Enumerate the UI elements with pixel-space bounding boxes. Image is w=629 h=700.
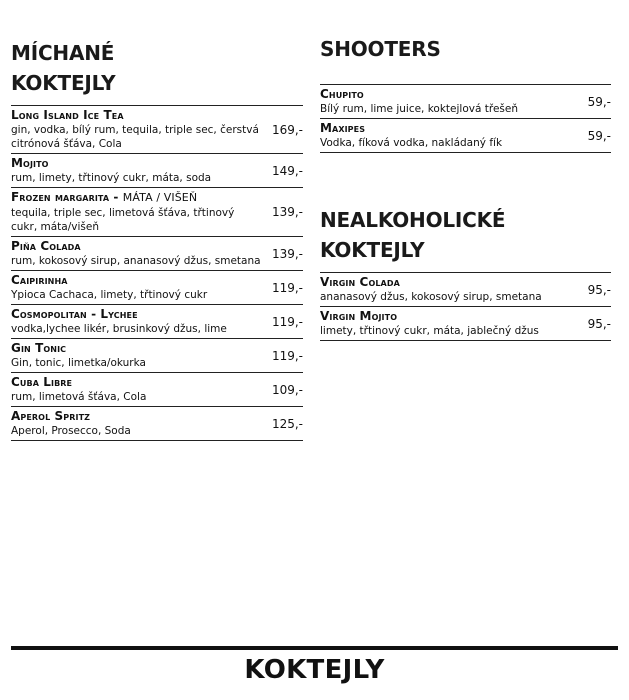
menu-item-price: 169,- xyxy=(271,122,303,137)
shooters-section xyxy=(320,34,611,153)
menu-item-price: 119,- xyxy=(271,348,303,363)
menu-item-name-text: Frozen margarita - xyxy=(11,190,123,204)
menu-item-name xyxy=(320,308,611,324)
menu-item-price: 95,- xyxy=(587,316,611,331)
menu-item-description: Vodka, fíková vodka, nakládaný fík xyxy=(320,137,503,149)
menu-item xyxy=(320,119,611,153)
menu-item-description: Ypioca Cachaca, limety, třtinový cukr xyxy=(11,289,208,301)
menu-item xyxy=(11,407,303,441)
menu-item-name xyxy=(11,408,303,424)
menu-item-description: ananasový džus, kokosový sirup, smetana xyxy=(320,291,542,303)
menu-item-flavor: MÁTA / VIŠEŇ xyxy=(122,191,198,204)
menu-item-name xyxy=(11,340,303,356)
mixed-cocktails-title: MÍCHANÉ KOKTEJLY xyxy=(11,41,116,95)
footer-title: KOKTEJLY xyxy=(244,655,385,685)
nonalcoholic-title: NEALKOHOLICKÉ KOKTEJLY xyxy=(320,208,506,262)
mixed-cocktails-section xyxy=(11,38,303,441)
right-column xyxy=(320,34,611,341)
menu-item-description: rum, kokosový sirup, ananasový džus, smetana xyxy=(11,255,261,267)
menu-item xyxy=(320,85,611,119)
menu-item-price: 139,- xyxy=(271,205,303,219)
menu-item-name-text: Mojito xyxy=(11,156,49,170)
menu-item xyxy=(11,271,303,305)
menu-item-price: 119,- xyxy=(271,280,303,295)
menu-item-price: 149,- xyxy=(271,163,303,178)
menu-item-name-text: Piňa Colada xyxy=(11,239,81,253)
menu-item-name-text: Chupito xyxy=(320,87,364,101)
menu-item-price: 95,- xyxy=(587,282,611,297)
menu-item xyxy=(11,188,303,237)
menu-item-price: 59,- xyxy=(587,128,611,143)
menu-item-name xyxy=(11,107,303,123)
menu-item xyxy=(11,154,303,188)
menu-item-name-text: Cuba Libre xyxy=(11,375,73,389)
menu-item-name xyxy=(11,272,303,288)
menu-item-name-text: Gin Tonic xyxy=(11,341,67,355)
shooters-list xyxy=(320,84,611,153)
menu-item-name xyxy=(11,238,303,254)
menu-item-price: 59,- xyxy=(587,94,611,109)
menu-item-description: rum, limetová šťáva, Cola xyxy=(11,391,147,403)
menu-item-description: gin, vodka, bílý rum, tequila, triple sec, čerstvá citrónová šťáva, Cola xyxy=(11,124,259,150)
menu-item-description: limety, třtinový cukr, máta, jablečný džus xyxy=(320,325,539,337)
menu-item xyxy=(11,305,303,339)
menu-item xyxy=(11,106,303,154)
menu-item xyxy=(320,307,611,341)
menu-item-name-text: Caipirinha xyxy=(11,273,68,287)
menu-item-name xyxy=(320,274,611,290)
menu-item-price: 119,- xyxy=(271,314,303,329)
menu-item-description: Bílý rum, lime juice, koktejlová třešeň xyxy=(320,103,519,115)
menu-item-name-text: Aperol Spritz xyxy=(11,409,91,423)
menu-item-description: Aperol, Prosecco, Soda xyxy=(11,425,131,437)
menu-item-name-text: Maxipes xyxy=(320,121,366,135)
menu-item-name xyxy=(11,306,303,322)
menu-item xyxy=(11,237,303,271)
menu-item-price: 109,- xyxy=(271,382,303,397)
shooters-title: SHOOTERS xyxy=(320,37,441,61)
menu-item xyxy=(320,273,611,307)
menu-item-price: 139,- xyxy=(271,246,303,261)
nonalcoholic-section xyxy=(320,205,611,341)
menu-item-name-text: Cosmopolitan - Lychee xyxy=(11,307,138,321)
menu-item-description: vodka,lychee likér, brusinkový džus, lime xyxy=(11,323,227,335)
footer-divider xyxy=(11,646,618,650)
menu-item-name xyxy=(320,86,611,102)
menu-item-description: rum, limety, třtinový cukr, máta, soda xyxy=(11,172,212,184)
menu-item-name xyxy=(11,374,303,390)
mixed-cocktails-list xyxy=(11,105,303,441)
menu-item-name xyxy=(11,189,303,206)
menu-item xyxy=(11,339,303,373)
menu-item-name-text: Virgin Colada xyxy=(320,275,400,289)
menu-item xyxy=(11,373,303,407)
menu-item-price: 125,- xyxy=(271,416,303,431)
menu-item-name xyxy=(11,155,303,171)
menu-item-name xyxy=(320,120,611,136)
menu-item-description: Gin, tonic, limetka/okurka xyxy=(11,357,146,369)
nonalcoholic-list xyxy=(320,272,611,341)
menu-item-name-text: Virgin Mojito xyxy=(320,309,398,323)
menu-item-name-text: Long Island Ice Tea xyxy=(11,108,124,122)
menu-item-description: tequila, triple sec, limetová šťáva, třtinový cukr, máta/višeň xyxy=(11,207,235,233)
